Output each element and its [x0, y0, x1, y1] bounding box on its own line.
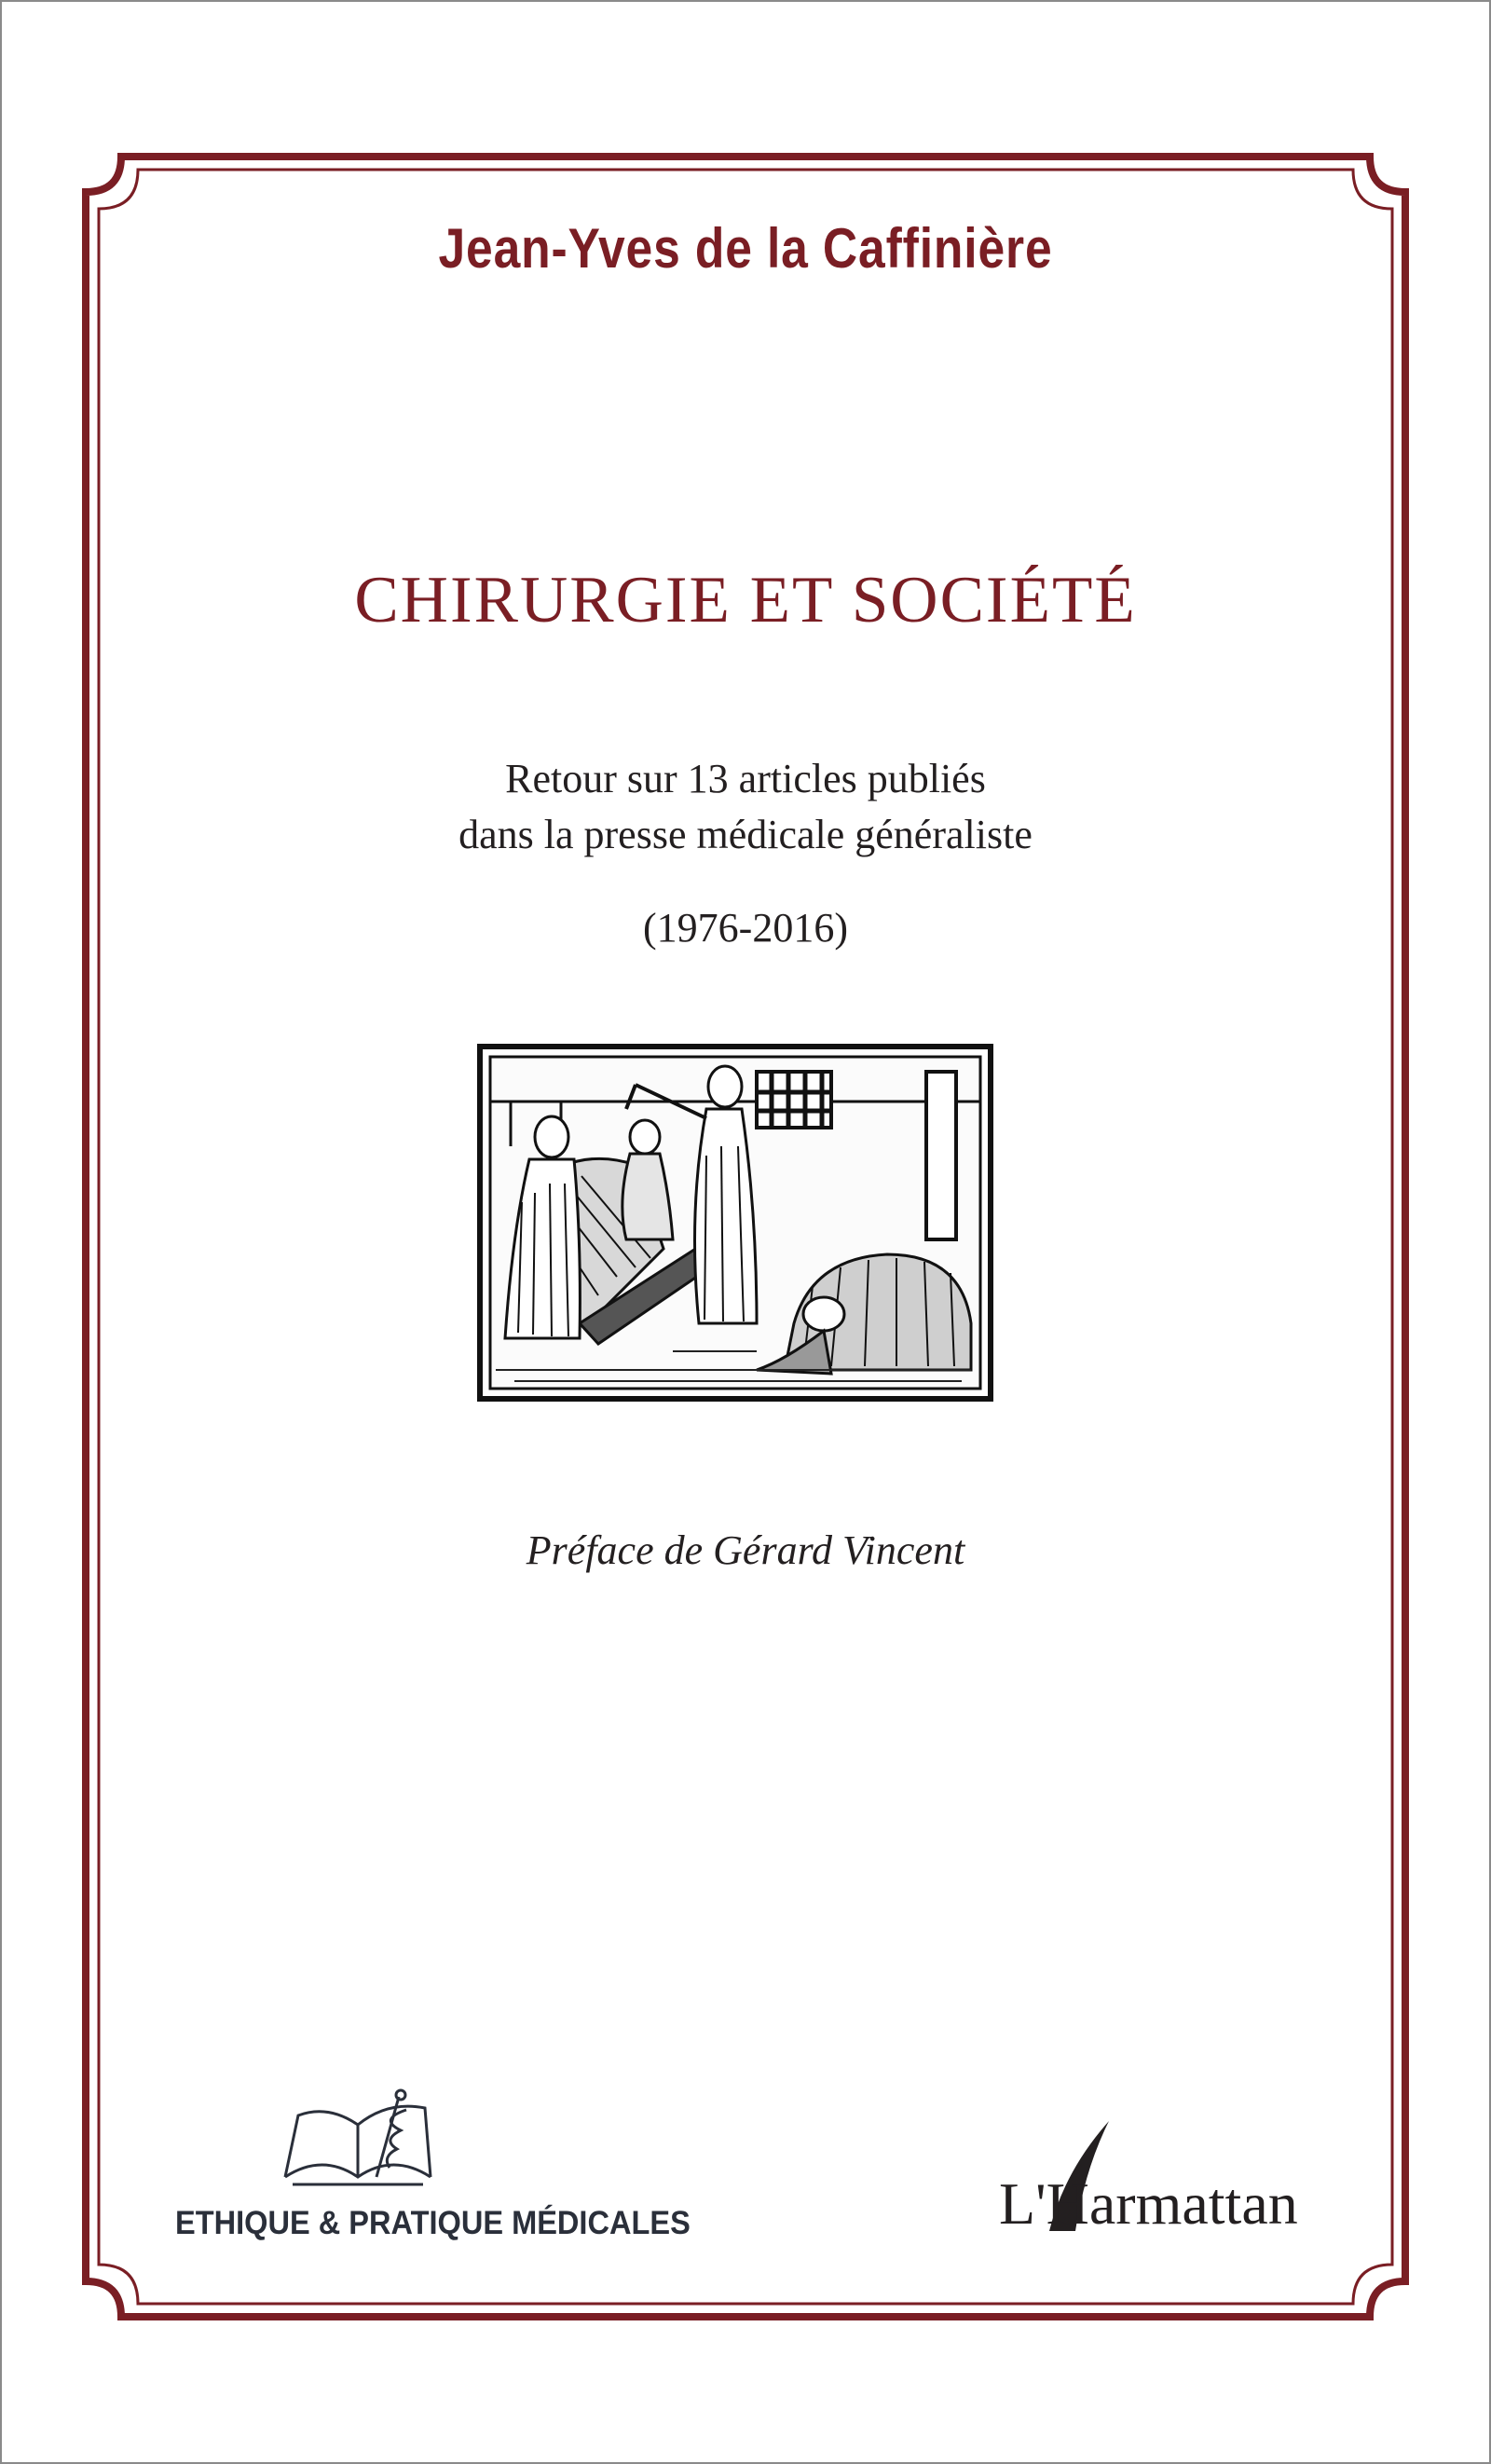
author-name: Jean-Yves de la Caffinière — [438, 217, 1053, 280]
subtitle-line-2: dans la presse médicale généraliste — [458, 812, 1033, 857]
book-title: CHIRURGIE ET SOCIÉTÉ — [354, 564, 1137, 637]
publisher-logo — [990, 2115, 1344, 2255]
open-book-caduceus-icon — [267, 2088, 444, 2199]
woodcut-surgery-scene-image — [477, 1044, 993, 1402]
collection-logo — [155, 2088, 751, 2274]
subtitle-line-1: Retour sur 13 articles publiés — [505, 756, 986, 801]
publisher-name: L'Harmattan — [999, 2170, 1298, 2237]
preface-credit: Préface de Gérard Vincent — [526, 1527, 965, 1573]
publication-dates: (1976-2016) — [643, 905, 848, 951]
collection-name: ETHIQUE & PRATIQUE MÉDICALES — [175, 2205, 691, 2241]
